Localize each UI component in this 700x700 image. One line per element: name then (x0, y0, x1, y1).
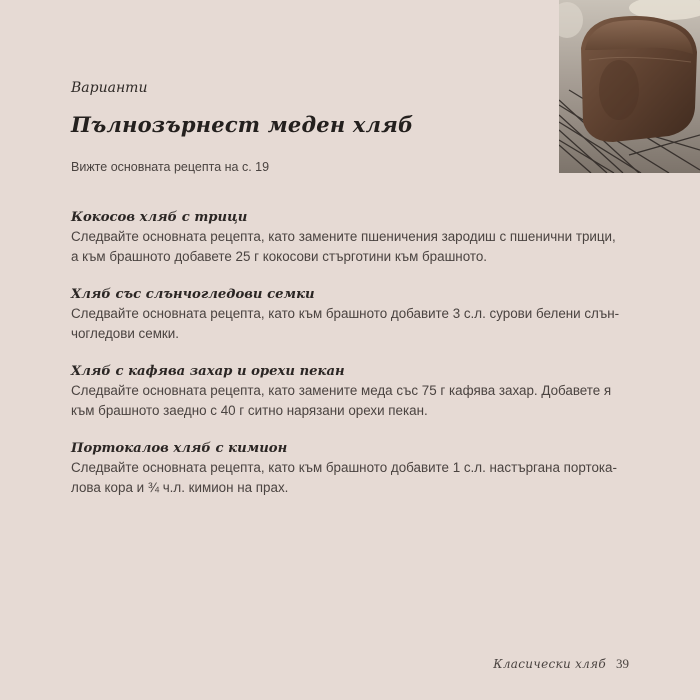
variant-coconut-bran (71, 209, 643, 267)
variant-title: Портокалов хляб с кимион (71, 441, 288, 456)
page-footer (493, 656, 629, 672)
variant-title: Хляб със слънчогледови семки (71, 287, 315, 302)
bread-loaf-illustration (559, 0, 700, 173)
recipe-reference: Вижте основната рецепта на с. 19 (71, 160, 270, 174)
variant-brown-sugar-pecan (71, 363, 643, 421)
variant-text: Следвайте основната рецепта, като към брашното добавите 1 с.л. настъргана портока- лова кора и ¾ ч.л. кимион на прах. (71, 460, 617, 495)
page-title: Пълнозърнест меден хляб (71, 112, 414, 137)
variant-sunflower-seeds (71, 286, 643, 344)
variant-text: Следвайте основната рецепта, като към брашното добавите 3 с.л. сурови белени слън- чогледови семки. (71, 306, 620, 341)
variant-text: Следвайте основната рецепта, като замените меда със 75 г кафява захар. Добавете я към брашното заедно с 40 г ситно нарязани орехи пекан. (71, 383, 612, 418)
variant-title: Хляб с кафява захар и орехи пекан (71, 364, 345, 379)
variant-title: Кокосов хляб с трици (71, 210, 248, 225)
variant-orange-cumin (71, 440, 643, 498)
bread-loaf-photo (559, 0, 700, 173)
chapter-title: Класически хляб (493, 657, 606, 671)
variant-text: Следвайте основната рецепта, като замените пшеничения зародиш с пшенични трици, а към брашното добавете 25 г кокосови стърготини към брашното. (71, 229, 616, 264)
section-label: Варианти (71, 80, 148, 96)
page-number: 39 (616, 656, 629, 671)
variants-list (71, 209, 643, 517)
